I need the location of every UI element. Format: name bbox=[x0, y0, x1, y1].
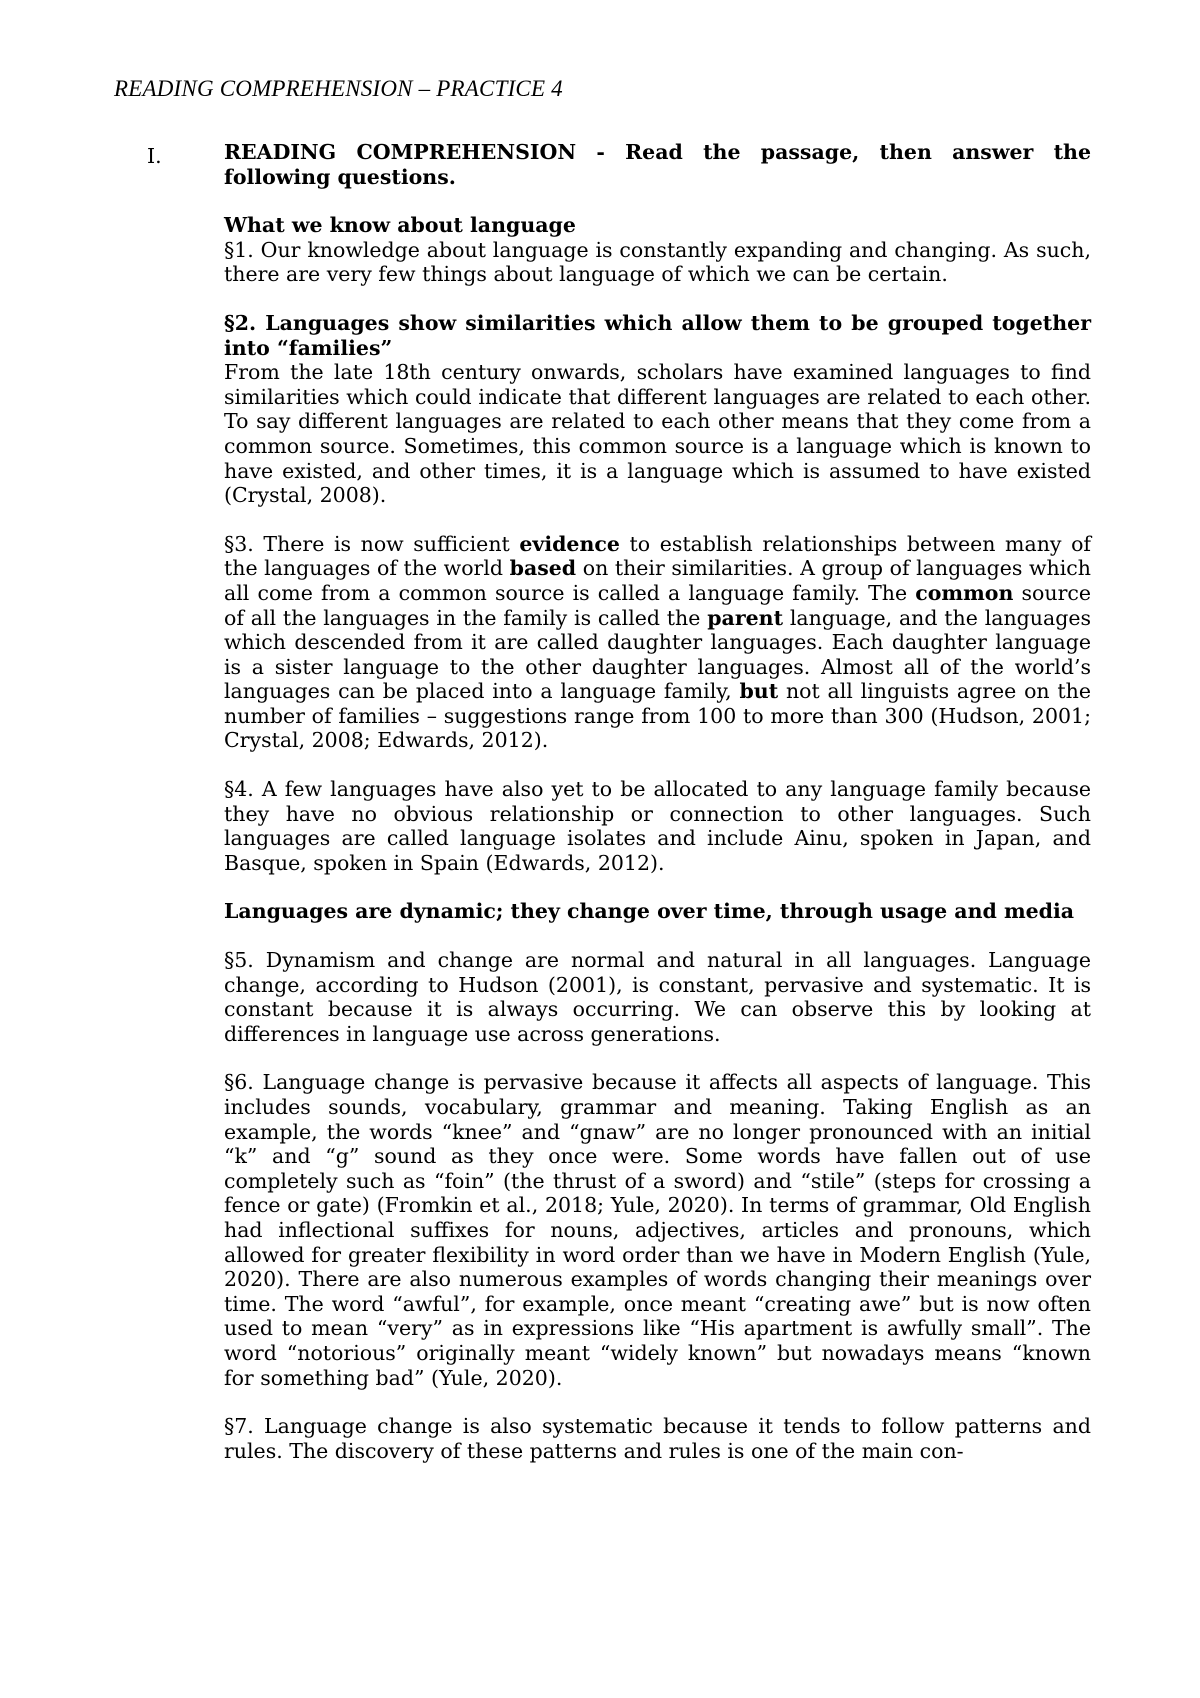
running-title: READING COMPREHENSION – PRACTICE 4 bbox=[114, 76, 563, 101]
p3-bold-common: common bbox=[915, 580, 1014, 605]
passage-content bbox=[224, 140, 1091, 1463]
p3-bold-parent: parent bbox=[707, 605, 784, 630]
p3-text-4: source of all the languages in the family is called the bbox=[224, 580, 1091, 630]
paragraph-5-heading: Languages are dynamic; they change over time, through usage and media bbox=[224, 899, 1075, 924]
p3-bold-evidence: evidence bbox=[519, 531, 620, 556]
paragraph-5: §5. Dynamism and change are normal and natural in all languages. Language change, according to Hudson (2001), is constant, pervasive and systematic. It is constant because it is always occurring. We can observe this by looking at differences in language use across generations. bbox=[224, 948, 1091, 1046]
p3-bold-based: based bbox=[509, 556, 577, 581]
p3-text-3: on their similarities. A group of languages which all come from a common source is called a language family. The bbox=[224, 556, 1091, 605]
paragraph-6: §6. Language change is pervasive because it affects all aspects of language. This includes sounds, vocabulary, grammar and meaning. Taking English as an example, the words “knee” and “gnaw” are no longer pronounced with an initial “k” and “g” sound as they once were. Some words have fallen out of use completely such as “foin” (the thrust of a sword) and “stile” (steps for crossing a fence or gate) (Fromkin et al., 2018; Yule, 2020). In terms of grammar, Old English had inflectional suffixes for nouns, adjectives, articles and pronouns, which allowed for greater flexibility in word order than we have in Modern English (Yule, 2020). There are also numerous examples of words changing their meanings over time. The word “awful”, for example, once meant “creating awe” but is now often used to mean “very” as in expressions like “His apartment is awfully small”. The word “notorious” originally meant “widely known” but nowadays means “known for something bad” (Yule, 2020). bbox=[224, 1070, 1091, 1390]
paragraph-4: §4. A few languages have also yet to be allocated to any language family because they have no obvious relationship or connection to other languages. Such languages are called language isolates and include Ainu, spoken in Japan, and Basque, spoken in Spain (Edwards, 2012). bbox=[224, 777, 1091, 875]
passage-title: What we know about language bbox=[224, 213, 576, 238]
p3-text-5: language, and the languages which descended from it are called daughter languages. Each daughter language is a sister language to the other daughter languages. Almost all of the world’s languages can be placed into a language family, bbox=[224, 605, 1091, 704]
p3-text-2: to establish relationships between many of the languages of the world bbox=[224, 531, 1092, 581]
p3-bold-but: but bbox=[739, 679, 779, 704]
paragraph-1: §1. Our knowledge about language is constantly expanding and changing. As such, there are very few things about language of which we can be certain. bbox=[224, 237, 1091, 287]
section-title: READING COMPREHENSION - Read the passage, then answer the following questions. bbox=[224, 140, 1091, 189]
p3-text-6: not all linguists agree on the number of families – suggestions range from 100 to more than 300 (Hudson, 2001; Crystal, 2008; Edwards, 2012). bbox=[224, 679, 1091, 753]
section-number: I. bbox=[147, 144, 162, 168]
paragraph-3 bbox=[224, 532, 1091, 753]
p3-text-1: §3. There is now sufficient bbox=[224, 531, 520, 556]
paragraph-7: §7. Language change is also systematic because it tends to follow patterns and rules. The discovery of these patterns and rules is one of the main con- bbox=[224, 1414, 1091, 1463]
paragraph-2-heading: §2. Languages show similarities which allow them to be grouped together into “families” bbox=[224, 310, 1091, 360]
paragraph-2: From the late 18th century onwards, scholars have examined languages to find similarities which could indicate that different languages are related to each other. To say different languages are related to each other means that they come from a common source. Sometimes, this common source is a language which is known to have existed, and other times, it is a language which is assumed to have existed (Crystal, 2008). bbox=[224, 360, 1091, 508]
